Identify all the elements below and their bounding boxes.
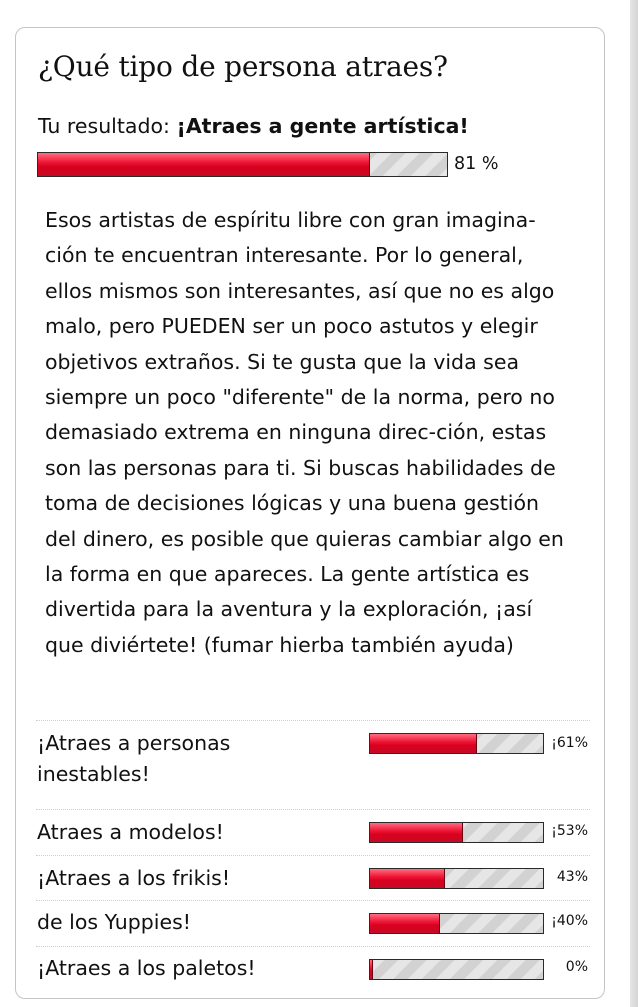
result-row [36, 809, 590, 855]
main-result-percent: 81 % [454, 154, 499, 174]
result-row-label: Atraes a modelos! [37, 820, 224, 844]
quiz-title: ¿Qué tipo de persona atraes? [38, 50, 448, 83]
result-row-percent: ¡40% [551, 913, 588, 929]
result-description: Esos artistas de espíritu libre con gran imagina-ción te encuentran interesante. Por lo general, ellos mismos son interesantes, así que no es algo malo, pero PUEDEN ser un poco astutos y elegir objetivos extraños. Si te gusta que la vida sea siempre un poco "diferente" de la norma, pero no demasiado extrema en ninguna direc-ción, estas son las personas para ti. Si buscas habilidades de toma de decisiones lógicas y una buena gestión del dinero, es posible que quieras cambiar algo en la forma en que apareces. La gente artística es divertida para la aventura y la exploración, ¡así que diviértete! (fumar hierba también ayuda) [45, 208, 564, 657]
result-row-bar [369, 733, 544, 754]
result-row [36, 855, 590, 900]
result-line [38, 114, 469, 138]
result-row-percent: ¡61% [551, 735, 588, 751]
result-row-bar [369, 868, 544, 889]
result-row-bar-fill [370, 734, 477, 753]
result-row-label: ¡Atraes a personas inestables! [37, 731, 231, 786]
main-result-bar-fill [38, 153, 370, 176]
result-row-percent: 43% [556, 869, 588, 885]
other-results-list [36, 720, 590, 992]
result-row-bar-fill [370, 960, 373, 979]
result-row-bar [369, 959, 544, 980]
result-row-bar-fill [370, 869, 445, 888]
main-result-bar [37, 152, 448, 177]
result-row-bar-fill [370, 914, 440, 933]
result-name: ¡Atraes a gente artística! [176, 114, 469, 138]
result-row-label: ¡Atraes a los frikis! [37, 866, 231, 890]
quiz-result-card [15, 27, 605, 999]
result-row-percent: ¡53% [551, 823, 588, 839]
result-prefix: Tu resultado: [38, 114, 177, 138]
result-row [36, 720, 590, 809]
result-row [36, 946, 590, 992]
result-row-percent: 0% [565, 959, 588, 975]
result-row-label: ¡Atraes a los paletos! [37, 956, 256, 980]
result-row-bar [369, 913, 544, 934]
page-scroll-edge [630, 0, 638, 1007]
result-row-bar [369, 822, 544, 843]
result-row [36, 900, 590, 946]
result-row-label: de los Yuppies! [37, 910, 191, 934]
result-row-bar-fill [370, 823, 463, 842]
